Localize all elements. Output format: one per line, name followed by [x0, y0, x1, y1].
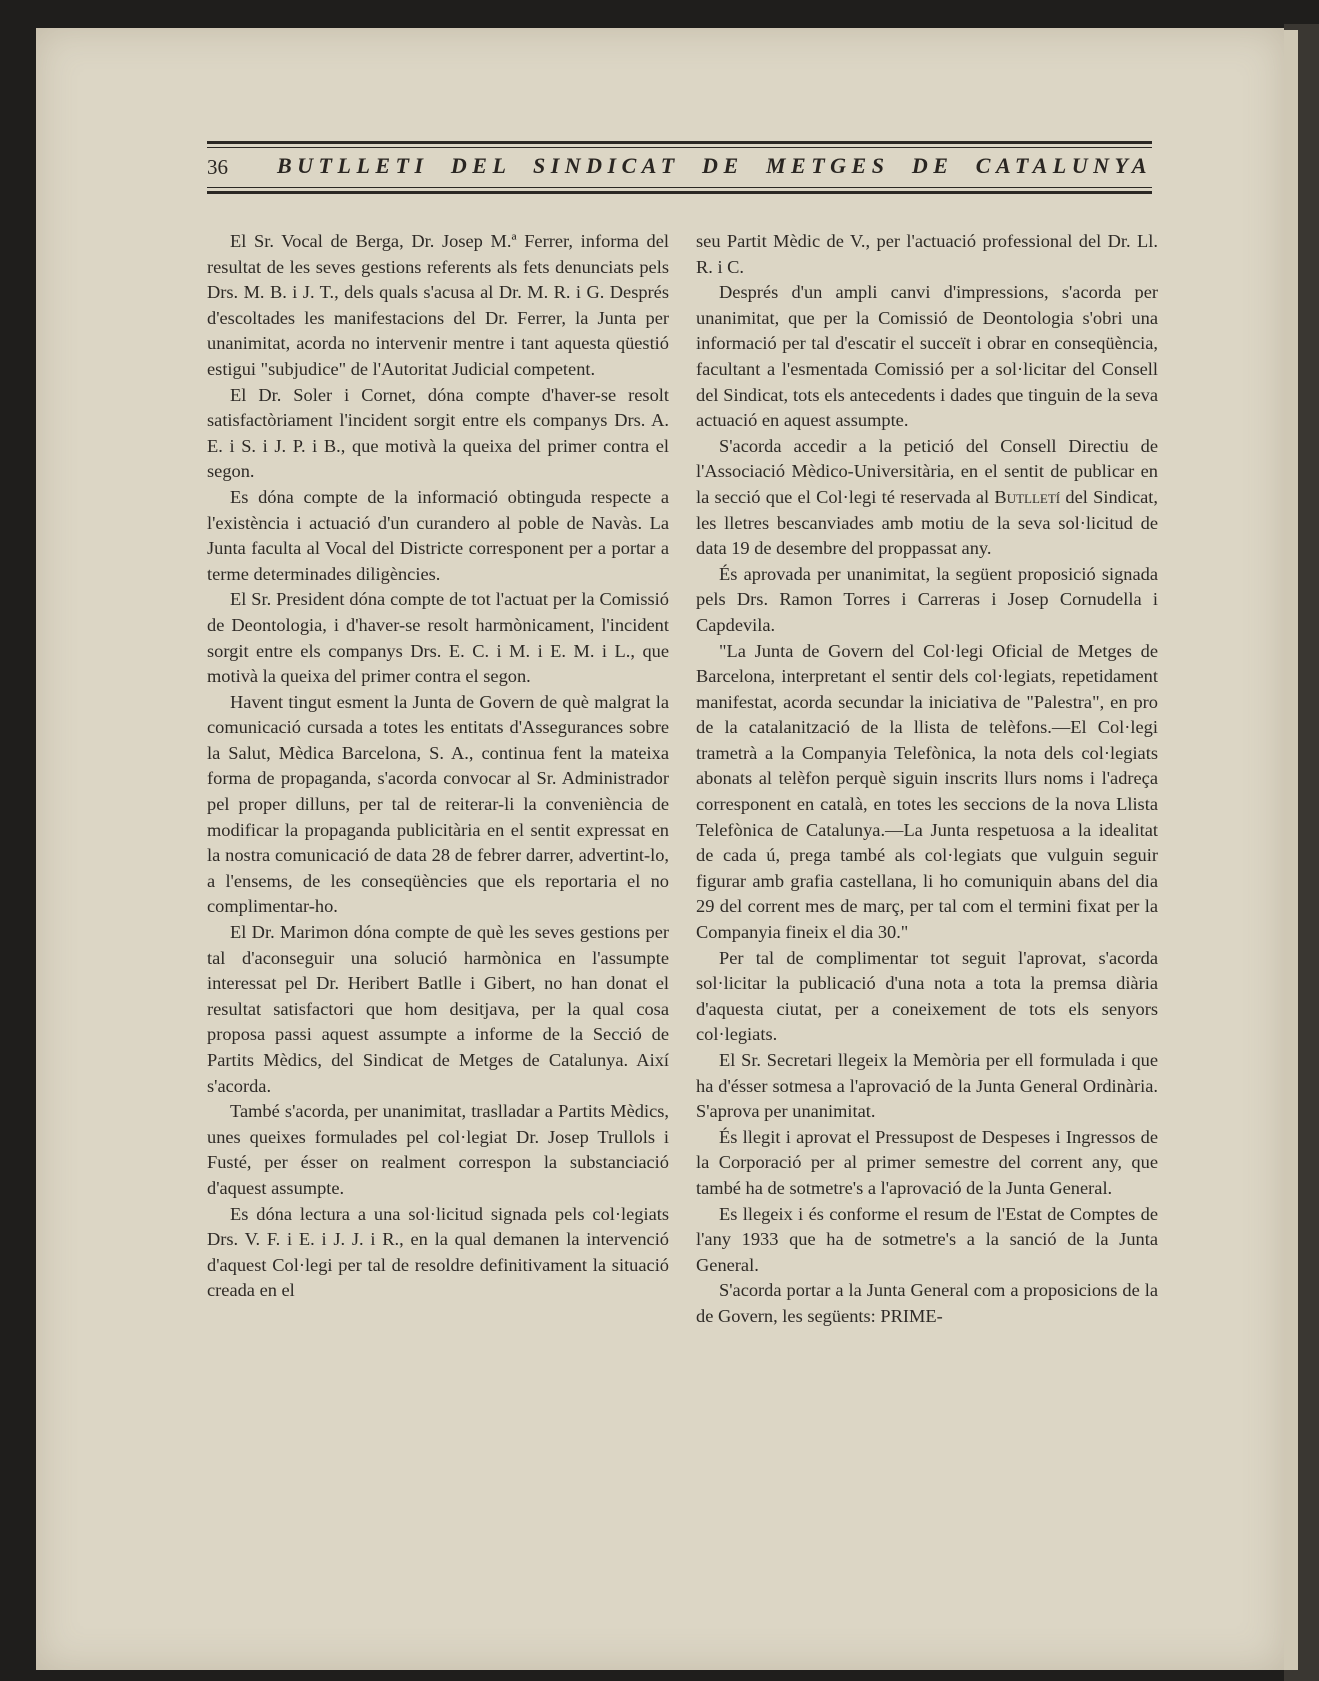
page-number: 36	[207, 155, 228, 179]
header-rule-bottom-thick	[207, 191, 1152, 194]
paragraph: El Dr. Marimon dóna compte de què les seves gestions per tal d'aconseguir una solució harmònica en l'assumpte interessat pel Dr. Heribert Batlle i Gibert, no han donat el resultat satisfactori que hom desitjava, per la qual cosa proposa passi aquest assumpte a informe de la Secció de Partits Mèdics, del Sindicat de Metges de Catalunya. Així s'acorda.	[207, 922, 669, 1096]
paragraph-text: S'acorda accedir a la petició del Consell Directiu de l'Associació Mèdico-Universitària, en el sentit de publicar en la secció que el Col·legi té reservada al	[696, 435, 1158, 507]
paragraph: Es dóna lectura a una sol·licitud signada pels col·legiats Drs. V. F. i E. i J. J. i R., en la qual demanen la intervenció d'aquest Col·legi per tal de resoldre definitivament la situació creada en el	[207, 1203, 669, 1301]
paragraph: També s'acorda, per unanimitat, traslladar a Partits Mèdics, unes queixes formulades pel col·legiat Dr. Josep Trullols i Fusté, per ésser on realment correspon la substanciació d'aquest assumpte.	[207, 1101, 669, 1198]
paragraph: Es dóna compte de la informació obtinguda respecte a l'existència i actuació d'un curandero al poble de Navàs. La Junta faculta al Vocal del Districte corresponent per a portar a terme determinades diligències.	[207, 486, 669, 584]
paragraph: El Sr. President dóna compte de tot l'actuat per la Comissió de Deontologia, i d'haver-se resolt harmònicament, l'incident sorgit entre els companys Drs. E. C. i M. i E. M. i L., que motivà la queixa del primer contra el segon.	[207, 589, 669, 687]
paragraph: Després d'un ampli canvi d'impressions, s'acorda per unanimitat, que per la Comissió de Deontologia s'obri una informació per tal d'escatir el succeït i obrar en conseqüència, facultant a l'esmentada Comissió per a sol·licitar del Consell del Sindicat, tots els antecedents i dades que tinguin de la seva actuació en aquest assumpte.	[696, 282, 1158, 431]
paragraph: El Dr. Soler i Cornet, dóna compte d'haver-se resolt satisfactòriament l'incident sorgit entre els companys Drs. A. E. i S. i J. P. i B., que motivà la queixa del primer contra el segon.	[207, 384, 669, 482]
paragraph-text: del Sindicat, les lletres bescanviades amb motiu de la seva sol·licitud de data 19 de desembre del proppassat any.	[696, 486, 1158, 559]
header-rule-top-thin	[207, 147, 1152, 148]
paragraph-continuation: seu Partit Mèdic de V., per l'actuació professional del Dr. Ll. R. i C.	[696, 231, 1158, 277]
paragraph: El Sr. Secretari llegeix la Memòria per ell formulada i que ha d'ésser sotmesa a l'aprovació de la Junta General Ordinària. S'aprova per unanimitat.	[696, 1050, 1158, 1122]
paragraph: És aprovada per unanimitat, la següent proposició signada pels Drs. Ramon Torres i Carreras i Josep Cornudella i Capdevila.	[696, 563, 1158, 635]
paragraph: S'acorda portar a la Junta General com a proposicions de la de Govern, les següents: PRIME-	[696, 1280, 1158, 1326]
paragraph: Es llegeix i és conforme el resum de l'Estat de Comptes de l'any 1933 que ha de sotmetre's a la sanció de la Junta General.	[696, 1203, 1158, 1275]
paragraph: "La Junta de Govern del Col·legi Oficial de Metges de Barcelona, interpretant el sentir dels col·legiats, repetidament manifestat, acorda secundar la iniciativa de "Palestra", en pro de la catalanització de la llista de telèfons.—El Col·legi trametrà a la Companyia Telefònica, la nota dels col·legiats abonats al telèfon perquè siguin inscrits llurs noms i l'adreça corresponent en català, en totes les seccions de la nova Llista Telefònica de Catalunya.—La Junta respetuosa a la idealitat de cada ú, prega també als col·legiats que vulguin seguir figurar amb grafia castellana, li ho comuniquin abans del dia 29 del corrent mes de març, per tal com el termini fixat per la Companyia fineix el dia 30."	[696, 640, 1158, 943]
running-title: BUTLLETI DEL SINDICAT DE METGES DE CATALUNYA	[277, 153, 1152, 178]
paragraph: Per tal de complimentar tot seguit l'aprovat, s'acorda sol·licitar la publicació d'una nota a tota la premsa diària d'aquesta ciutat, per a coneixement de tots els senyors col·legiats.	[696, 947, 1158, 1045]
header-rule-top-thick	[207, 141, 1152, 144]
right-column	[696, 229, 1158, 1330]
paragraph: Havent tingut esment la Junta de Govern de què malgrat la comunicació cursada a totes les entitats d'Assegurances sobre la Salut, Mèdica Barcelona, S. A., continua fent la mateixa forma de propaganda, s'acorda convocar al Sr. Administrador pel proper dilluns, per tal de reiterar-li la conveniència de modificar la propaganda publicitària en el sentit expressat en la nostra comunicació de data 28 de febrer darrer, advertint-lo, a l'ensems, de les conseqüències que els reportaria el no complimentar-ho.	[207, 691, 669, 917]
paragraph: És llegit i aprovat el Pressupost de Despeses i Ingressos de la Corporació per al primer semestre del corrent any, que també ha de sotmetre's a l'aprovació de la Junta General.	[696, 1126, 1158, 1198]
running-header	[207, 141, 1152, 193]
left-column	[207, 229, 669, 1304]
paragraph: El Sr. Vocal de Berga, Dr. Josep M.ª Ferrer, informa del resultat de les seves gestions referents als fets denunciats pels Drs. M. B. i J. T., dels quals s'acusa al Dr. M. R. i G. Després d'escoltades les manifestacions del Dr. Ferrer, la Junta per unanimitat, acorda no intervenir mentre i tant aquesta qüestió estigui "subjudice" de l'Autoritat Judicial competent.	[207, 231, 669, 379]
page-edge-paper	[1284, 30, 1298, 1670]
paragraph-butlleti	[696, 434, 1158, 562]
butlleti-smallcaps: Butlletí	[994, 486, 1061, 507]
header-rule-bottom-thin	[207, 187, 1152, 188]
